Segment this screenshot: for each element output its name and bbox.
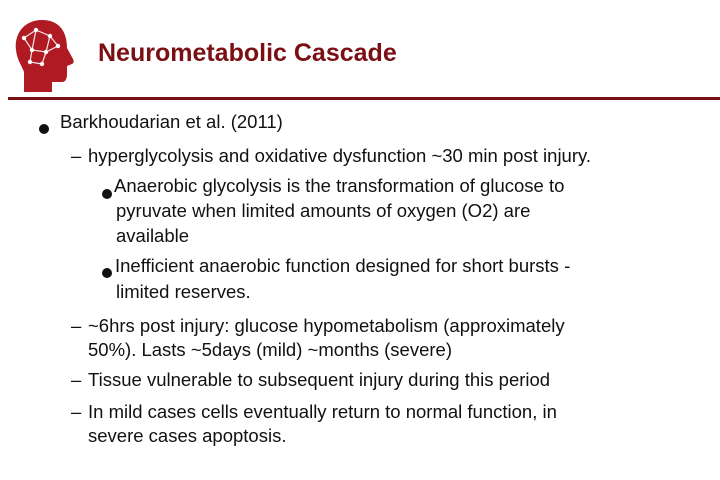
level3-item-line: pyruvate when limited amounts of oxygen (O2) are [116, 200, 531, 221]
level2-item: hyperglycolysis and oxidative dysfunction ~30 min post injury. [88, 145, 592, 166]
level3-item-line: Anaerobic glycolysis is the transformation of glucose to [114, 175, 565, 196]
level2-item-line: In mild cases cells eventually return to normal function, in [88, 401, 557, 422]
dash-bullet: – [71, 315, 82, 336]
level3-item-line: available [116, 225, 190, 246]
level3-item-line: limited reserves. [116, 281, 251, 302]
slide-title: Neurometabolic Cascade [98, 39, 397, 67]
level3-bullet-icon [102, 260, 112, 283]
dash-bullet: – [71, 401, 82, 422]
dash-bullet: – [71, 369, 82, 390]
level2-item-line: 50%). Lasts ~5days (mild) ~months (severe) [88, 339, 452, 360]
brain-head-icon [8, 16, 80, 96]
level1-item: Barkhoudarian et al. (2011) [60, 111, 283, 132]
level1-bullet-icon [39, 116, 49, 139]
title-divider [8, 97, 720, 100]
level3-item-line: Inefficient anaerobic function designed for short bursts - [115, 255, 571, 276]
level2-item: Tissue vulnerable to subsequent injury during this period [88, 369, 551, 390]
level3-bullet-icon [102, 181, 112, 204]
level2-item-line: severe cases apoptosis. [88, 425, 287, 446]
dash-bullet: – [71, 145, 82, 166]
level2-item-line: ~6hrs post injury: glucose hypometabolism (approximately [88, 315, 565, 336]
